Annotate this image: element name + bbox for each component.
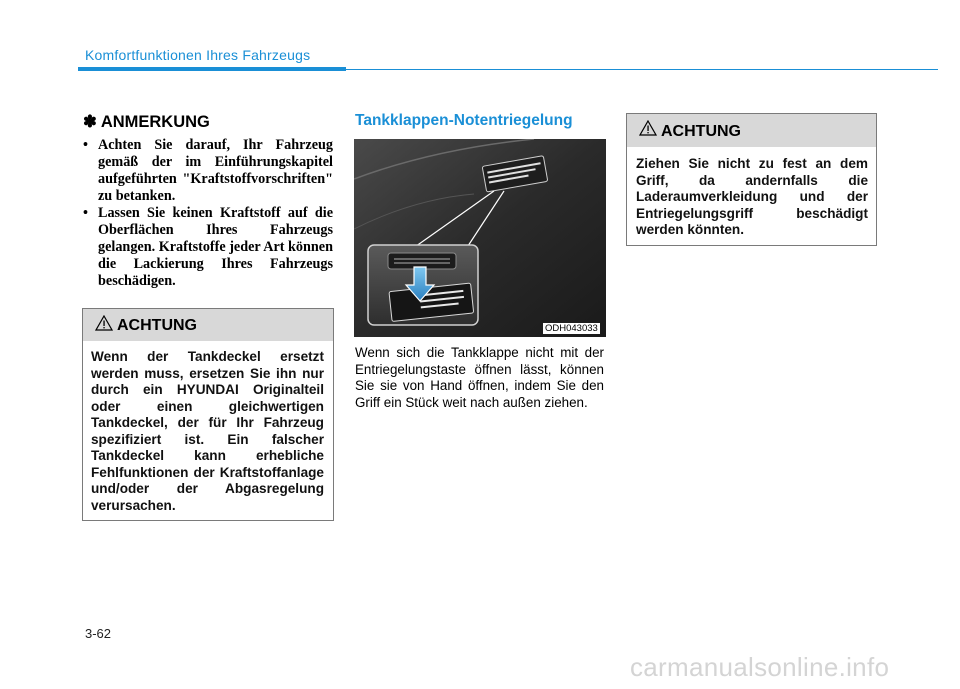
bullet-icon: • (83, 137, 88, 153)
warning-triangle-icon (639, 120, 657, 136)
photo-code: ODH043033 (545, 323, 598, 334)
caution-box-right (626, 113, 877, 246)
caution-text: Ziehen Sie nicht zu fest an dem Griff, da andernfalls die Laderaumverkleidung und der Entriegelungsgriff beschädigt werden könnten. (636, 156, 868, 237)
caution-title: ACHTUNG (661, 123, 741, 140)
caution-header (83, 309, 333, 341)
caution-text: Wenn der Tankdeckel ersetzt werden muss, ersetzen Sie ihn nur durch ein HYUNDAI Originalteil oder einen gleichwertigen Tankdeckel, der für Ihr Fahrzeug spezifiziert ist. Ein falscher Tankdeckel kann erhebliche Fehlfunktionen der Kraftstoffanlage und/oder der Abgasregelung verursachen. (91, 349, 324, 513)
header-rule-thick (78, 67, 346, 71)
section-header-title: Komfortfunktionen Ihres Fahrzeugs (85, 47, 311, 63)
note-title: ANMERKUNG (100, 113, 210, 131)
release-section-title: Tankklappen-Notentriegelung (355, 112, 573, 129)
bullet-icon: • (83, 205, 88, 221)
caution-title: ACHTUNG (117, 317, 197, 334)
note-symbol-icon: ✽ (83, 113, 97, 131)
warning-triangle-icon (95, 315, 113, 331)
note-heading (83, 112, 210, 132)
caution-header (627, 114, 876, 147)
note-list (83, 137, 333, 290)
watermark: carmanualsonline.info (630, 652, 890, 682)
page-number: 3-62 (85, 626, 112, 641)
caution-box-left (82, 308, 334, 521)
header-rule-thin (346, 69, 938, 70)
note-item-text: Achten Sie darauf, Ihr Fahrzeug gemäß der im Einführungskapitel aufgeführten "Kraftstoffvorschriften" zu betanken. (98, 137, 333, 204)
note-item-text: Lassen Sie keinen Kraftstoff auf die Oberflächen Ihres Fahrzeugs gelangen. Kraftstoffe jeder Art können die Lackierung Ihres Fahrzeugs beschädigen. (98, 205, 333, 289)
note-item (83, 205, 333, 290)
release-description: Wenn sich die Tankklappe nicht mit der Entriegelungstaste öffnen lässt, können Sie sie von Hand öffnen, indem Sie den Griff ein Stück weit nach außen ziehen. (355, 345, 604, 410)
fuel-door-release-photo (354, 139, 606, 337)
note-item (83, 137, 333, 205)
